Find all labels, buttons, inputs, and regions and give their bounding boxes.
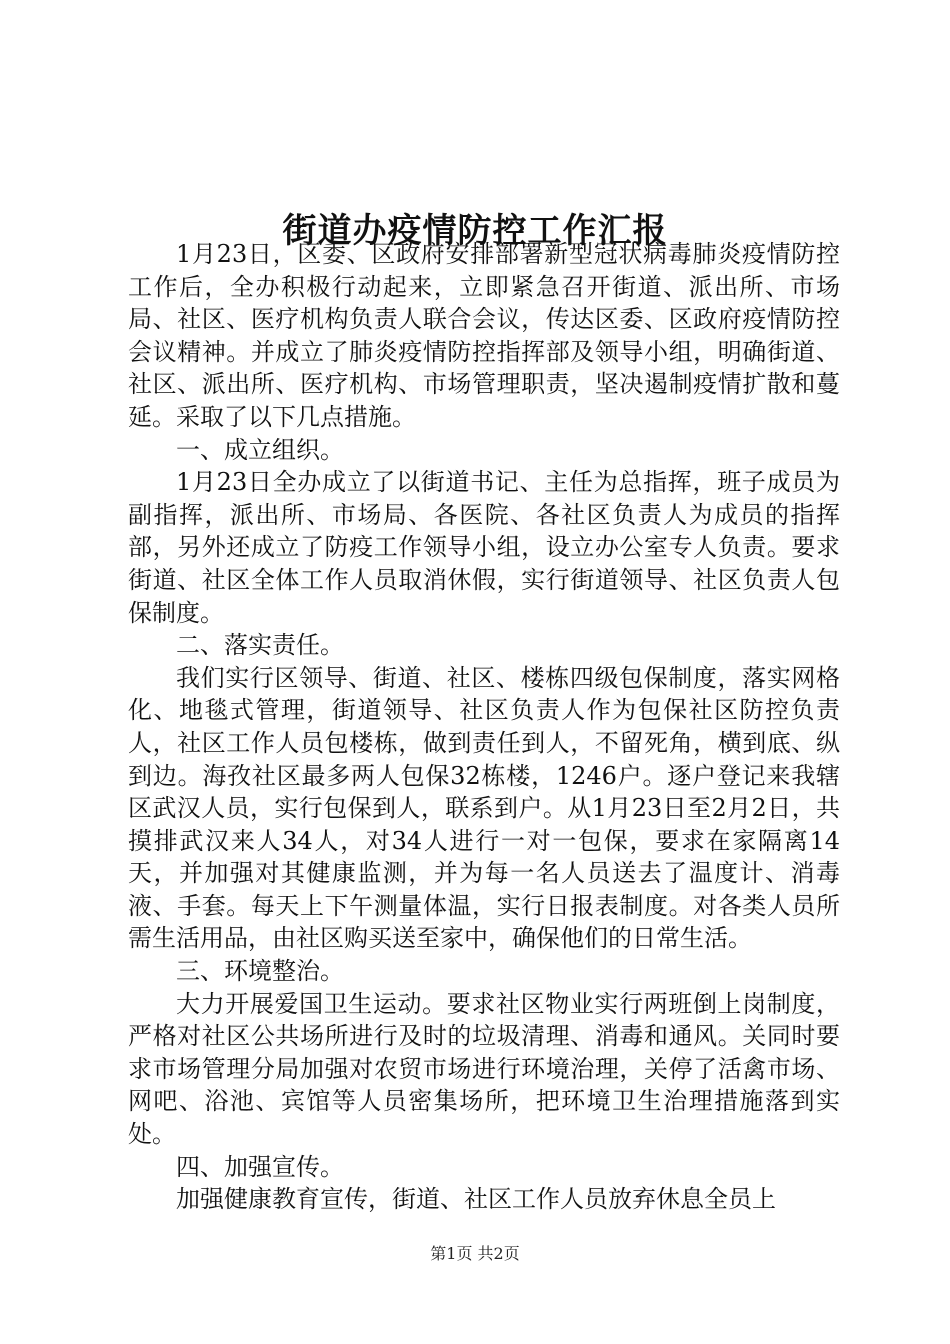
section-heading-3: 三、环境整治。 bbox=[176, 957, 344, 986]
section-heading-1: 一、成立组织。 bbox=[176, 435, 344, 464]
document-body bbox=[128, 238, 840, 1216]
section-3-paragraph: 大力开展爱国卫生运动。要求社区物业实行两班倒上岗制度，严格对社区公共场所进行及时的垃圾清理、消毒和通风。关同时要求市场管理分局加强对农贸市场进行环境治理，关停了活禽市场、网吧、浴池、宾馆等人员密集场所，把环境卫生治理措施落到实处。 bbox=[128, 989, 840, 1149]
section-4-paragraph: 加强健康教育宣传，街道、社区工作人员放弃休息全员上 bbox=[176, 1185, 776, 1214]
section-heading-4: 四、加强宣传。 bbox=[176, 1152, 344, 1181]
section-heading-2: 二、落实责任。 bbox=[176, 631, 344, 660]
document-title: 街道办疫情防控工作汇报 bbox=[282, 210, 668, 251]
intro-paragraph: 1月23日，区委、区政府安排部署新型冠状病毒肺炎疫情防控工作后，全办积极行动起来，立即紧急召开街道、派出所、市场局、社区、医疗机构负责人联合会议，传达区委、区政府疫情防控会议精神。并成立了肺炎疫情防控指挥部及领导小组，明确街道、社区、派出所、医疗机构、市场管理职责，坚决遏制疫情扩散和蔓延。采取了以下几点措施。 bbox=[128, 240, 840, 431]
section-1-paragraph: 1月23日全办成立了以街道书记、主任为总指挥，班子成员为副指挥，派出所、市场局、各医院、各社区负责人为成员的指挥部，另外还成立了防疫工作领导小组，设立办公室专人负责。要求街道、社区全体工作人员取消休假，实行街道领导、社区负责人包保制度。 bbox=[128, 468, 840, 627]
page-number-footer: 第1页 共2页 bbox=[430, 1244, 520, 1263]
section-2-paragraph: 我们实行区领导、街道、社区、楼栋四级包保制度，落实网格化、地毯式管理，街道领导、社区负责人作为包保社区防控负责人，社区工作人员包楼栋，做到责任到人，不留死角，横到底、纵到边。海孜社区最多两人包保32栋楼，1246户。逐户登记来我辖区武汉人员，实行包保到人，联系到户。从1月23日至2月2日，共摸排武汉来人34人，对34人进行一对一包保，要求在家隔离14天，并加强对其健康监测，并为每一名人员送去了温度计、消毒液、手套。每天上下午测量体温，实行日报表制度。对各类人员所需生活用品，由社区购买送至家中，确保他们的日常生活。 bbox=[128, 663, 840, 953]
